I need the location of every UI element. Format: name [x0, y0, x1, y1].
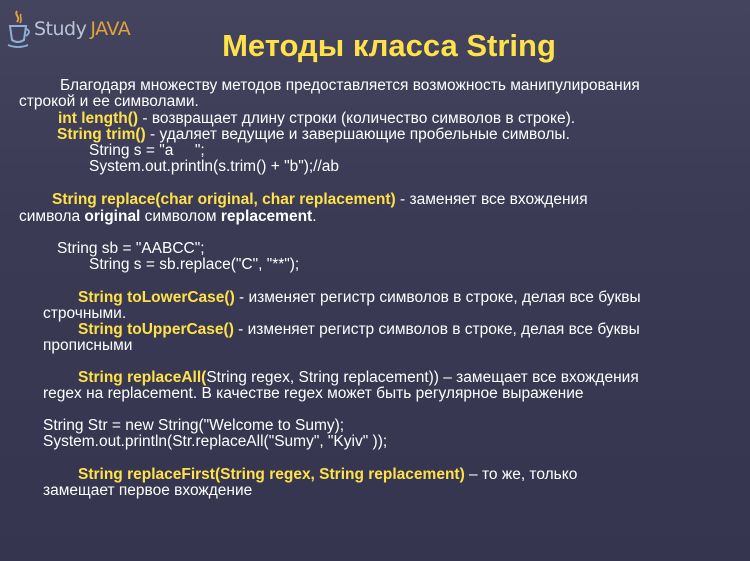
lower-line-2: строчными. [43, 305, 127, 322]
lower-method: String toLowerCase() [78, 289, 235, 306]
trim-code-2: System.out.println(s.trim() + "b");//ab [89, 158, 340, 175]
replace-code-1: String sb = "AABCC"; [57, 240, 205, 257]
trim-desc: - удаляет ведущие и завершающие пробельные символы. [145, 126, 570, 143]
logo-study-text: Study [34, 18, 87, 40]
page-title: Методы класса String [222, 28, 556, 63]
replacefirst-line-2: замещает первое вхождение [43, 482, 253, 499]
replaceall-code-1: String Str = new String("Welcome to Sumy); [43, 417, 345, 434]
replace-replacement: replacement [220, 208, 313, 225]
replace-desc-2e: . [312, 208, 317, 225]
upper-line-1 [78, 322, 640, 339]
lower-line-1 [78, 290, 641, 307]
replaceall-code-2: System.out.println(Str.replaceAll("Sumy", "Kyiv" )); [43, 433, 388, 450]
replace-original: original [84, 208, 141, 225]
trim-code-1: String s = "a "; [89, 142, 205, 159]
length-method: int length() [58, 110, 139, 127]
replace-line-2 [19, 209, 317, 226]
replace-desc-1: - заменяет все вхождения [395, 191, 588, 208]
replacefirst-desc-1: – то же, только [464, 466, 578, 483]
replaceall-method: String replaceAll( [78, 369, 207, 386]
replacefirst-method: String replaceFirst(String regex, String replacement) [78, 466, 465, 483]
trim-method: String trim() [57, 126, 146, 143]
replaceall-line-2: regex на replacement. В качестве regex может быть регулярное выражение [43, 385, 584, 402]
replace-line-1 [52, 192, 588, 209]
lower-desc-1: - изменяет регистр символов в строке, делая все буквы [234, 289, 641, 306]
intro-line-1: Благодаря множеству методов предоставляется возможность манипулирования [60, 77, 640, 94]
length-desc: - возвращает длину строки (количество символов в строке). [138, 110, 576, 127]
upper-method: String toUpperCase() [78, 321, 234, 338]
replaceall-desc-1: – замещает все вхождения [438, 369, 639, 386]
logo-java-text: JAVA [90, 18, 131, 40]
intro-line-2: строкой и ее символами. [19, 93, 199, 110]
upper-desc-1: - изменяет регистр символов в строке, делая все буквы [233, 321, 640, 338]
replace-desc-2a: символа [19, 208, 85, 225]
upper-line-2: прописными [43, 337, 133, 354]
replace-method: String replace(char original, char replacement) [52, 191, 396, 208]
replaceall-params: String regex, String replacement)) [206, 369, 439, 386]
replace-desc-2c: символом [140, 208, 221, 225]
replace-code-2: String s = sb.replace("C", "**"); [89, 256, 300, 273]
